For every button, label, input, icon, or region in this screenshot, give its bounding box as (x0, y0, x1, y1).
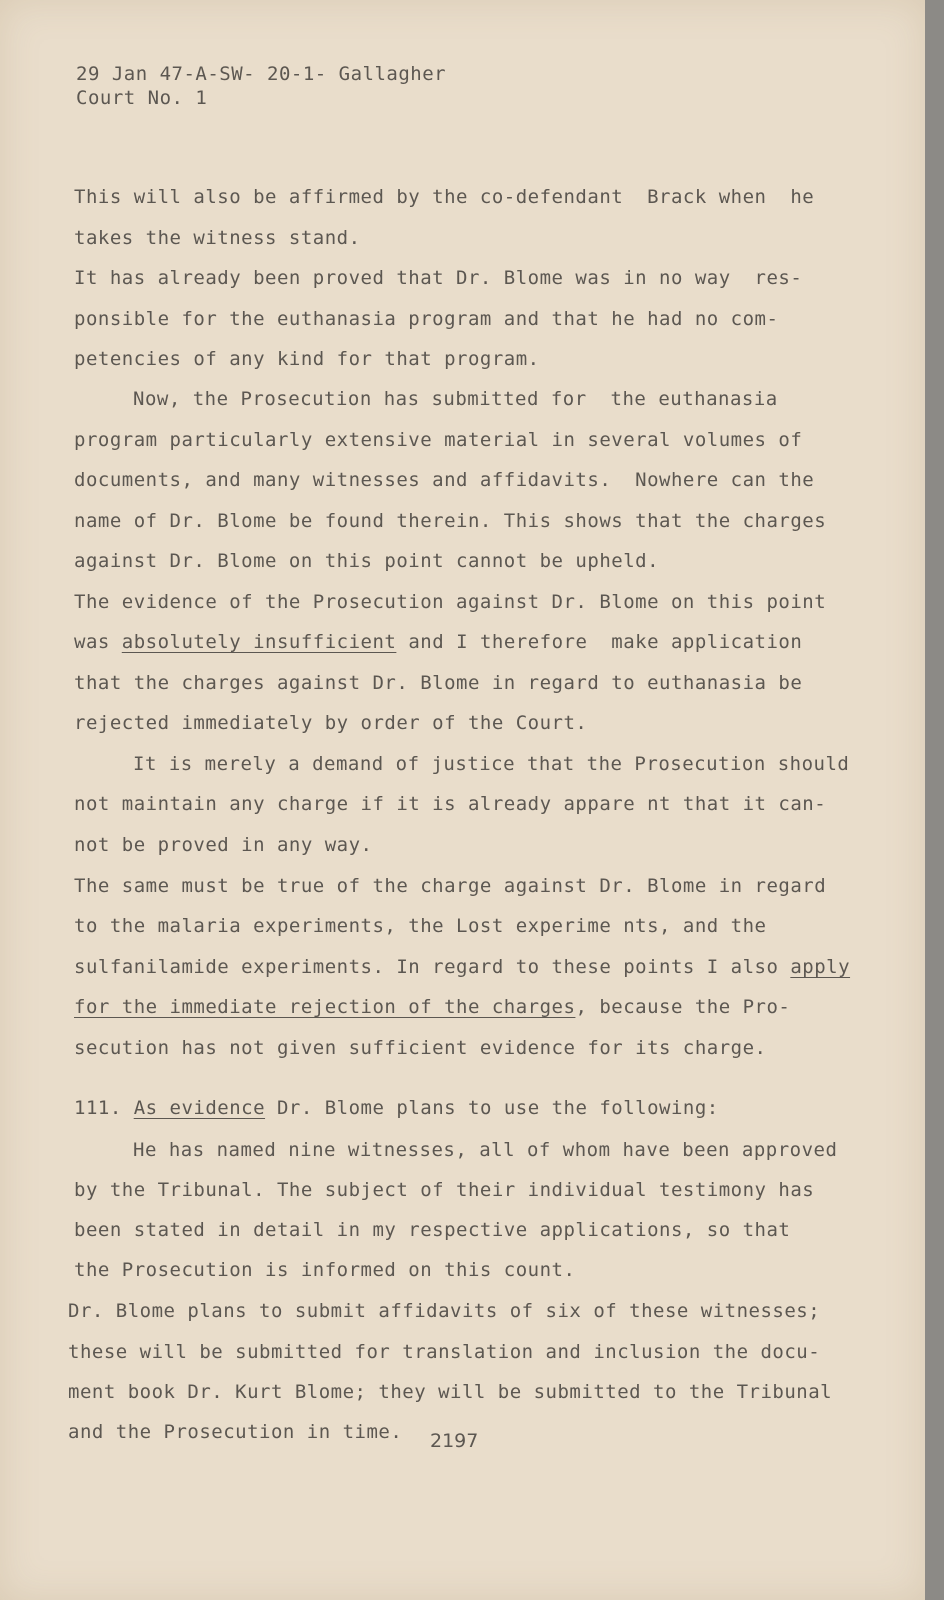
text-line: Now, the Prosecution has submitted for the euthanasia (133, 388, 778, 410)
text-fragment: 111. (74, 1097, 134, 1119)
text-line: not maintain any charge if it is already appare nt that it can- (74, 793, 827, 815)
text-line: He has named nine witnesses, all of whom have been approved (133, 1139, 838, 1161)
text-line: rejected immediately by order of the Court. (74, 712, 588, 734)
underlined-text: As evidence (133, 1097, 266, 1119)
text-line: against Dr. Blome on this point cannot be upheld. (74, 550, 660, 572)
text-line (74, 1096, 719, 1120)
text-line: Dr. Blome plans to submit affidavits of six of these witnesses; (68, 1300, 821, 1322)
text-line: by the Tribunal. The subject of their individual testimony has (74, 1179, 815, 1201)
text-line: ponsible for the euthanasia program and that he had no com- (74, 308, 779, 330)
text-line: that the charges against Dr. Blome in regard to euthanasia be (74, 672, 803, 694)
text-line: The same must be true of the charge against Dr. Blome in regard (74, 875, 827, 897)
text-line: documents, and many witnesses and affidavits. Nowhere can the (74, 469, 815, 491)
text-line: It has already been proved that Dr. Blome was in no way res- (74, 267, 803, 289)
underlined-text: absolutely insufficient (121, 631, 397, 653)
text-line (74, 630, 802, 654)
text-line: takes the witness stand. (74, 227, 361, 249)
text-line: not be proved in any way. (74, 834, 373, 856)
text-fragment: sulfanilamide experiments. In regard to these points I also (74, 956, 791, 978)
text-line: to the malaria experiments, the Lost experime nts, and the (74, 915, 767, 937)
text-line: This will also be affirmed by the co-defendant Brack when he (74, 186, 815, 208)
text-line: petencies of any kind for that program. (74, 348, 540, 370)
text-fragment: and I therefore make application (396, 631, 803, 653)
text-line: ment book Dr. Kurt Blome; they will be submitted to the Tribunal (68, 1381, 833, 1403)
text-line: It is merely a demand of justice that the Prosecution should (133, 753, 850, 775)
page-edge-background (925, 0, 944, 1600)
text-line (74, 995, 790, 1019)
text-fragment: was (74, 631, 122, 653)
underlined-text: for the immediate rejection of the charges (74, 996, 576, 1018)
page-number: 2197 (430, 1430, 479, 1452)
text-fragment: Dr. Blome plans to use the following: (265, 1097, 719, 1119)
text-line: been stated in detail in my respective applications, so that (74, 1219, 791, 1241)
underlined-text: apply (790, 956, 851, 978)
text-line: these will be submitted for translation and inclusion the docu- (68, 1341, 821, 1363)
document-header (76, 62, 446, 110)
header-court-line: Court No. 1 (76, 87, 208, 109)
text-line: program particularly extensive material in several volumes of (74, 429, 803, 451)
text-line: The evidence of the Prosecution against Dr. Blome on this point (74, 591, 827, 613)
text-fragment: , because the Pro- (575, 996, 791, 1018)
text-line: secution has not given sufficient evidence for its charge. (74, 1037, 767, 1059)
text-line: and the Prosecution in time. (68, 1421, 403, 1443)
text-line (74, 955, 850, 979)
text-line: the Prosecution is informed on this count. (74, 1259, 576, 1281)
text-line: name of Dr. Blome be found therein. This shows that the charges (74, 510, 827, 532)
header-session-line: 29 Jan 47-A-SW- 20-1- Gallagher (76, 63, 447, 85)
